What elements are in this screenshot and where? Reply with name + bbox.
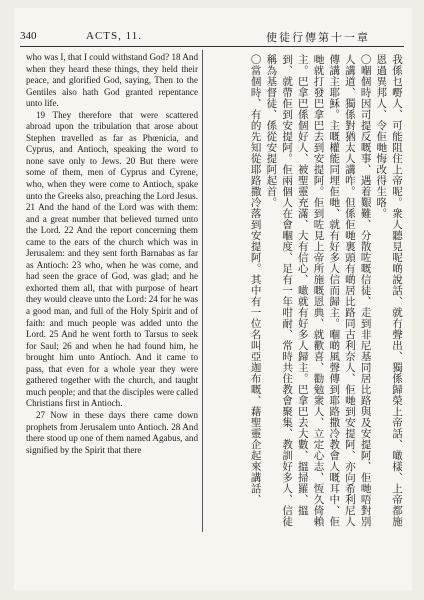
page-header [18,28,406,48]
page-number: 340 [20,30,37,42]
header-rule [20,46,404,47]
book-reference: ACTS, 11. [86,30,142,42]
chinese-paragraph: 我係乜嘢人、可能阻住上帝呢。衆人聽見呢啲說話、就冇聲出、獨係歸榮上帝話、噉樣、上帝都施恩過異邦人、令佢哋悔改得生咯。 [375,54,403,527]
chinese-paragraph: 〇當個時、有的先知從耶路撒冷落到安提阿。其中有一位名叫亞迦布嘅、藉聖靈企起來講話、 [249,54,262,505]
chinese-text-column [212,54,404,528]
column-divider [202,50,203,532]
chinese-chapter-title: 使徒行傳第十一章 [266,32,370,44]
english-paragraph: who was I, that I could withstand God? 18 And when they heard these things, they held their peace, and glorified God, saying, Then to the Gentiles also hath God granted repentance unto life. [26,52,198,109]
chinese-paragraph: 〇嗰個時因司提反嘅事、遇着艱難、分散咗嘅信徒、走到非尼基同居比路與及安提阿、佢哋唔對別人講道、獨係對猶太人講咋。但係佢哋裏頭有啲居比路同古利奈人、佢哋到安提阿、亦向希利尼人傳講主耶穌。主嘅權能同埋佢哋、就有好多人信而歸主。嗰啲風聲傳到耶路撒冷教會人嘅耳中、佢哋就打發巴拿巴去到安提阿。佢到咗見上帝所施嘅恩典、就歡喜、勸勉衆人、立定心志、恆久倚賴主。巴拿巴係個好人、被聖靈充滿、大有信心、噉就有好多人歸主。巴拿巴去大數、搵掃羅、搵到、就帶佢到安提阿。佢兩個人在會嗰度、足有一年咁耐、常時共住教會聚集、教訓好多人、信徒稱為基督徒、係從安提阿起首。 [265,54,372,527]
english-text-column [26,52,198,532]
english-paragraph: 19 They therefore that were scattered abroad upon the tribulation that arose about Stephen travelled as far as Phœnicia, and Cyprus, and Antioch, speaking the word to none save only to Jews. 20 But there were some of them, men of Cyprus and Cyrene, who, when they were come to Antioch, spake unto the Greeks also, preaching the Lord Jesus. 21 And the hand of the Lord was with them: and a great number that believed turned unto the Lord. 22 And the report concerning them came to the ears of the church which was in Jerusalem: and they sent forth Barnabas as far as Antioch: 23 who, when he was come, and had seen the grace of God, was glad; and he exhorted them all, that with purpose of heart they would cleave unto the Lord: 24 for he was a good man, and full of the Holy Spirit and of faith: and much people was added unto the Lord. 25 And he went forth to Tarsus to seek for Saul; 26 and when he had found him, he brought him unto Antioch. And it came to pass, that even for a whole year they were gathered together with the church, and taught much people; and that the disciples were called Christians first in Antioch. [26,109,198,409]
english-paragraph: 27 Now in these days there came down prophets from Jerusalem unto Antioch. 28 And there stood up one of them named Agabus, and signified by the Spirit that there [26,409,198,455]
